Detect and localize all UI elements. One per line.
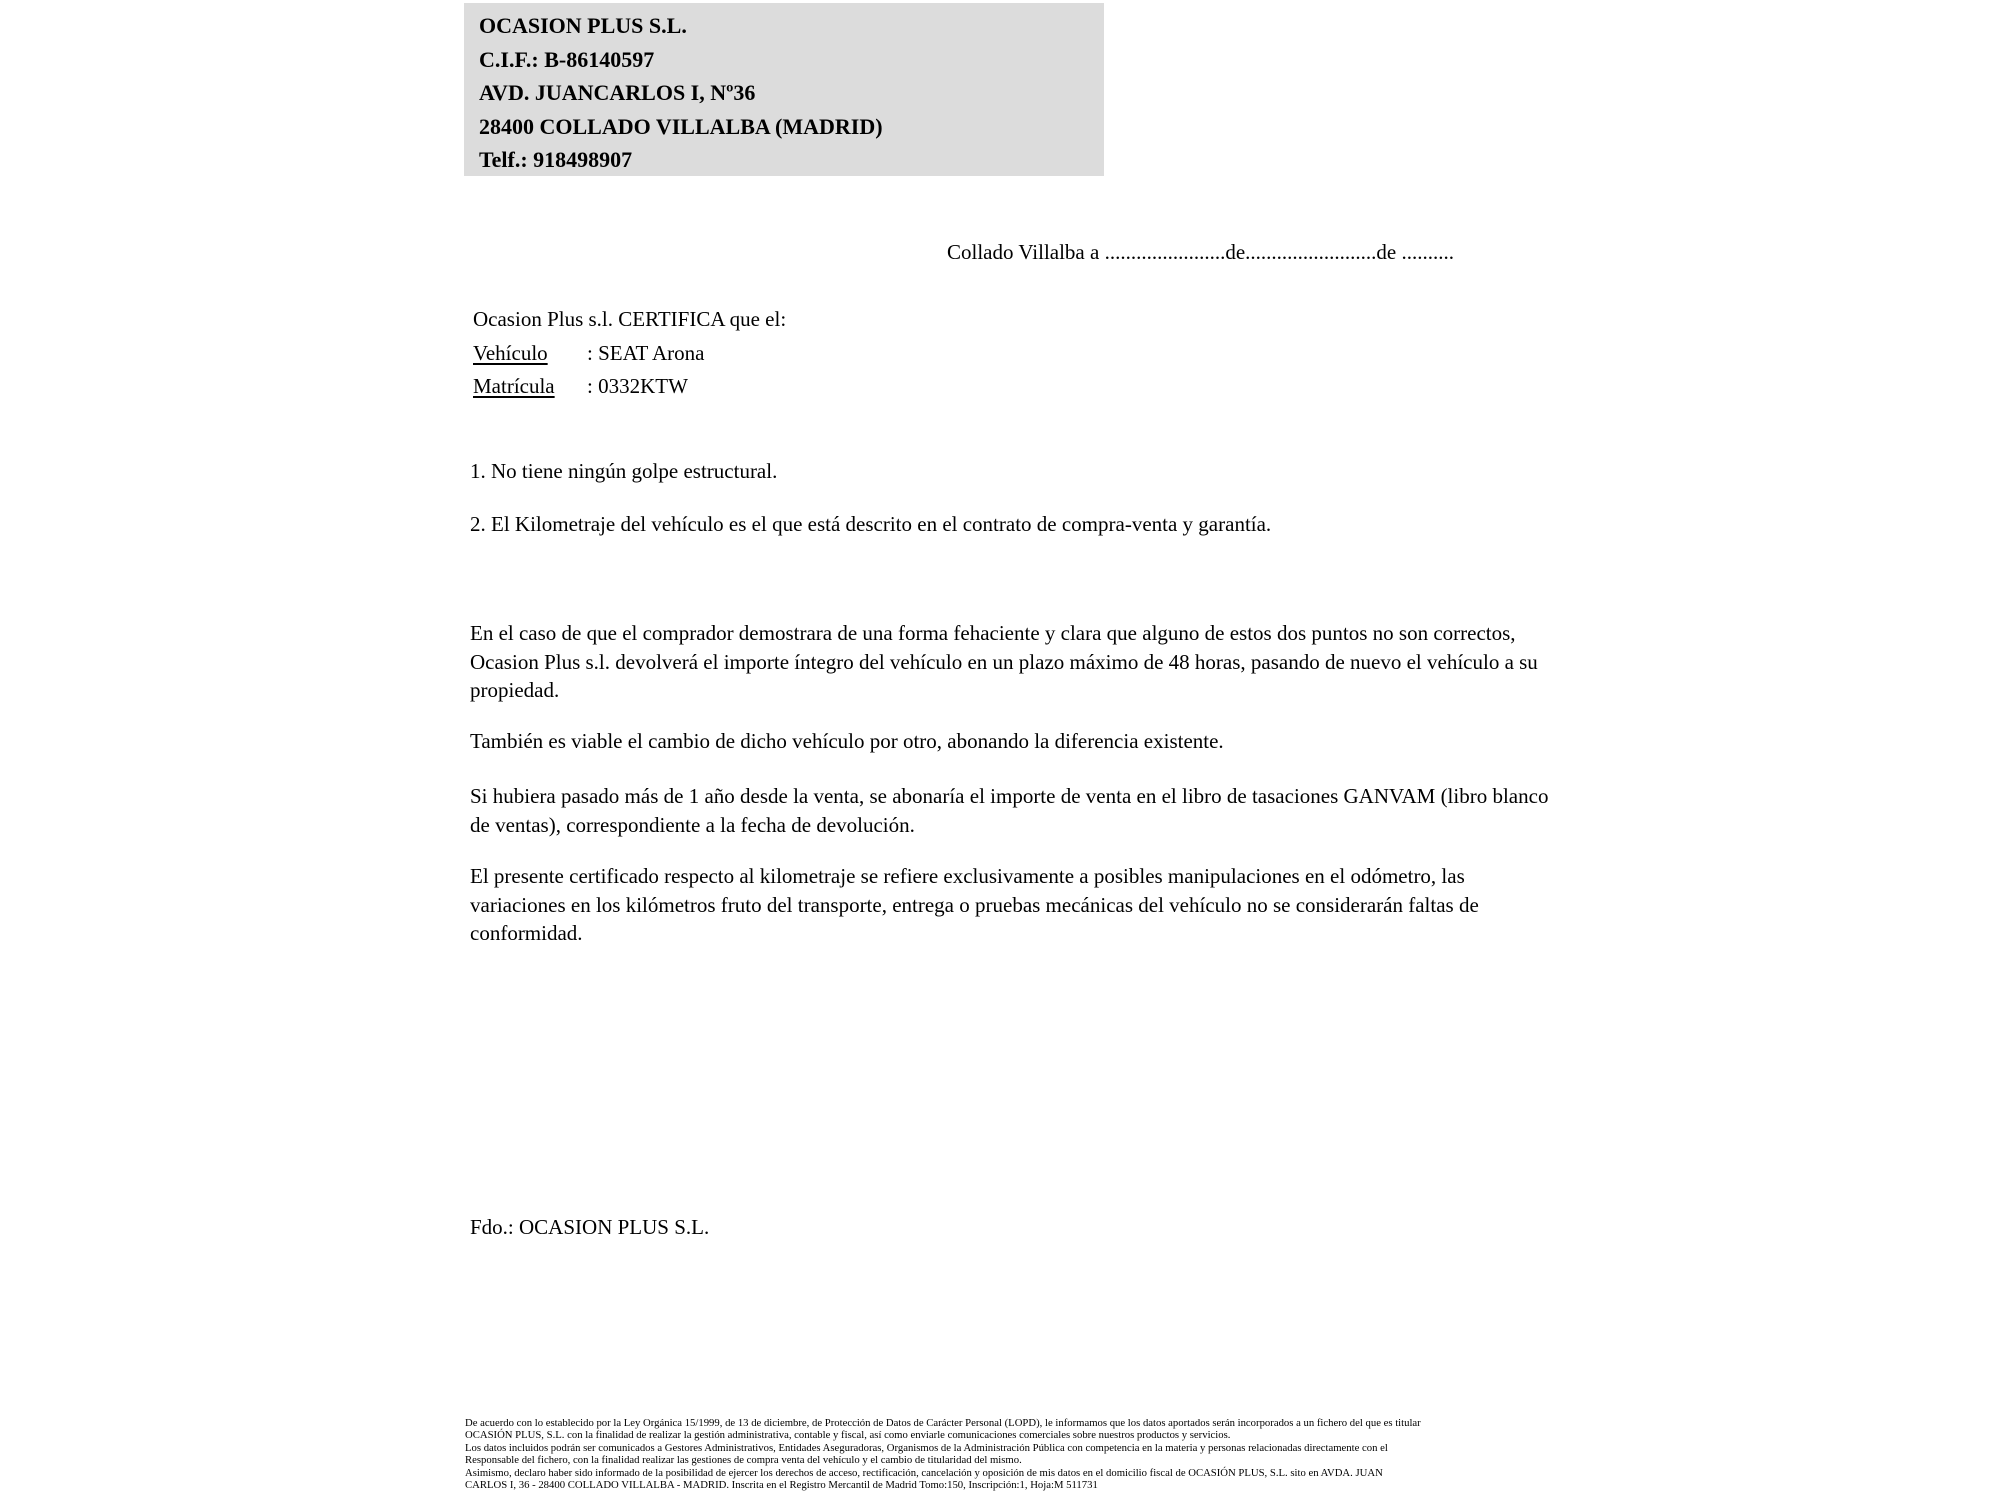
company-cif: C.I.F.: B-86140597 bbox=[479, 46, 655, 72]
signature-line: Fdo.: OCASION PLUS S.L. bbox=[470, 1215, 710, 1239]
exchange-paragraph: También es viable el cambio de dicho vehículo por otro, abonando la diferencia existente. bbox=[470, 729, 1224, 753]
certification-intro: Ocasion Plus s.l. CERTIFICA que el: bbox=[473, 307, 787, 331]
plate-field-label: Matrícula bbox=[473, 374, 555, 398]
vehicle-field-separator: : bbox=[587, 340, 593, 365]
plate-field-separator: : bbox=[587, 374, 593, 398]
plate-field-row bbox=[473, 370, 786, 404]
legal-notice-line: Los datos incluidos podrán ser comunicados a Gestores Administrativos, Entidades Aseguradoras, Organismos de la Administración Pública con competencia en la materia y personas relacionadas directamente con el bbox=[465, 1441, 1388, 1454]
vehicle-field-label: Vehículo bbox=[473, 340, 548, 365]
certification-block bbox=[473, 303, 786, 404]
date-fill-in-line: Collado Villalba a .......................de.........................de .......... bbox=[947, 240, 1454, 264]
odometer-disclaimer-paragraph: El presente certificado respecto al kilometraje se refiere exclusivamente a posibles manipulaciones en el odómetro, las variaciones en los kilómetros fruto del transporte, entrega o pruebas mecánicas del vehículo no se considerarán faltas de conformidad. bbox=[470, 864, 1479, 946]
company-name: OCASION PLUS S.L. bbox=[479, 13, 687, 38]
certified-point-1: 1. No tiene ningún golpe estructural. bbox=[470, 459, 778, 483]
company-city: 28400 COLLADO VILLALBA (MADRID) bbox=[479, 113, 883, 139]
company-phone: Telf.: 918498907 bbox=[479, 147, 633, 172]
legal-notice-footer bbox=[465, 1417, 1575, 1491]
legal-notice-line: CARLOS I, 36 - 28400 COLLADO VILLALBA - MADRID. Inscrita en el Registro Mercantil de Madrid Tomo:150, Inscripción:1, Hoja:M 511731 bbox=[465, 1479, 1098, 1492]
legal-notice-line: Asimismo, declaro haber sido informado de la posibilidad de ejercer los derechos de acceso, rectificación, cancelación y oposición de mis datos en el domicilio fiscal de OCASIÓN PLUS, S.L. sito en AVDA. JUAN bbox=[465, 1466, 1383, 1479]
legal-notice-line: Responsable del fichero, con la finalidad realizar las gestiones de compra venta del vehículo y el cambio de titularidad del mismo. bbox=[465, 1454, 1022, 1467]
ganvam-paragraph: Si hubiera pasado más de 1 año desde la venta, se abonaría el importe de venta en el libro de tasaciones GANVAM (libro blanco de ventas), correspondiente a la fecha de devolución. bbox=[470, 784, 1549, 837]
vehicle-field-row bbox=[473, 337, 786, 371]
company-address: AVD. JUANCARLOS I, Nº36 bbox=[479, 80, 756, 105]
vehicle-field-value: SEAT Arona bbox=[598, 340, 705, 365]
refund-paragraph: En el caso de que el comprador demostrara de una forma fehaciente y clara que alguno de estos dos puntos no son correctos, Ocasion Plus s.l. devolverá el importe íntegro del vehículo en un plazo máximo de 48 horas, pasando de nuevo el vehículo a su propiedad. bbox=[470, 621, 1538, 703]
company-header-block bbox=[464, 3, 1104, 176]
legal-notice-line: De acuerdo con lo establecido por la Ley Orgánica 15/1999, de 13 de diciembre, de Protección de Datos de Carácter Personal (LOPD), le informamos que los datos aportados serán incorporados a un fichero del que es titular bbox=[465, 1417, 1421, 1429]
certified-point-2: 2. El Kilometraje del vehículo es el que está descrito en el contrato de compra-venta y garantía. bbox=[470, 512, 1272, 536]
legal-notice-line: OCASIÓN PLUS, S.L. con la finalidad de realizar la gestión administrativa, contable y fiscal, así como enviarle comunicaciones comerciales sobre nuestros productos y servicios. bbox=[465, 1429, 1231, 1442]
plate-field-value: 0332KTW bbox=[598, 374, 688, 398]
